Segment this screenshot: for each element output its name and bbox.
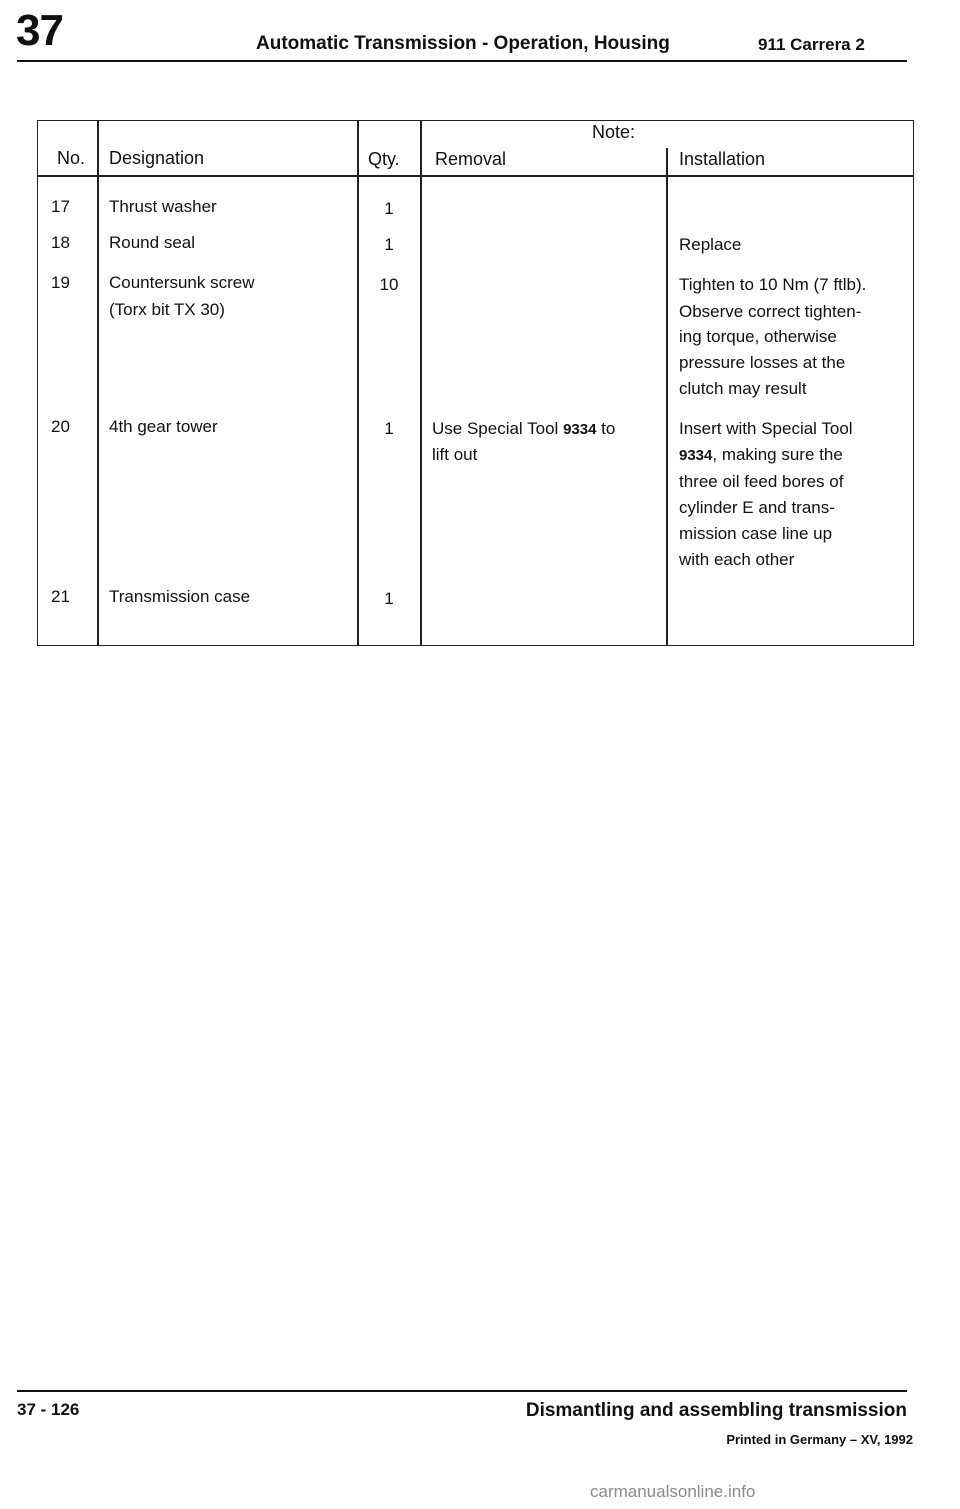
special-tool-number: 9334 [679,447,713,464]
row-designation: 4th gear tower [109,417,218,436]
row-installation: clutch may result [679,379,807,398]
row-qty: 1 [384,589,394,608]
header-rule [17,60,907,62]
row-installation: Replace [679,235,742,254]
column-divider [666,148,668,646]
row-installation: three oil feed bores of [679,472,844,491]
column-header-no: No. [57,148,86,168]
row-installation: cylinder E and trans- [679,498,835,517]
row-qty: 10 [379,275,399,294]
column-header-designation: Designation [109,148,205,168]
row-installation: with each other [679,550,795,569]
column-header-removal: Removal [435,149,507,169]
row-designation: Round seal [109,233,196,252]
row-qty: 1 [384,199,394,218]
removal-text: Use Special Tool [432,419,559,438]
column-header-qty: Qty. [368,149,400,169]
row-installation: mission case line up [679,524,833,543]
row-designation: Countersunk screw [109,273,255,292]
watermark: carmanualsonline.info [590,1482,756,1501]
row-designation: Transmission case [109,587,251,606]
page-number: 37 - 126 [17,1400,80,1419]
row-installation: pressure losses at the [679,353,846,372]
row-installation [679,441,911,469]
row-qty: 1 [384,235,394,254]
footer-rule [17,1390,907,1392]
row-designation: Thrust washer [109,197,217,216]
row-installation: Tighten to 10 Nm (7 ftlb). [679,275,867,294]
row-no: 19 [51,273,70,292]
column-header-installation: Installation [679,149,766,169]
row-installation: Insert with Special Tool [679,419,853,438]
page-title: Automatic Transmission - Operation, Housing [256,33,670,54]
row-designation: (Torx bit TX 30) [109,300,225,319]
chapter-title: Dismantling and assembling transmission [525,1400,907,1421]
section-number: 37 [16,6,63,55]
print-info: Printed in Germany – XV, 1992 [726,1432,913,1447]
note-label: Note: [592,122,636,142]
row-removal [432,415,664,443]
column-divider [357,120,359,646]
row-no: 18 [51,233,70,252]
header-row-divider [37,175,914,177]
model-name: 911 Carrera 2 [758,35,865,54]
row-installation: ing torque, otherwise [679,327,837,346]
installation-text: , making sure the [712,445,843,464]
row-no: 17 [51,197,70,216]
row-no: 20 [51,417,70,436]
row-no: 21 [51,587,70,606]
removal-text: to [601,419,616,438]
special-tool-number: 9334 [563,421,597,438]
row-installation: Observe correct tighten- [679,302,862,321]
column-divider [420,120,422,646]
row-removal: lift out [432,445,478,464]
row-qty: 1 [384,419,394,438]
